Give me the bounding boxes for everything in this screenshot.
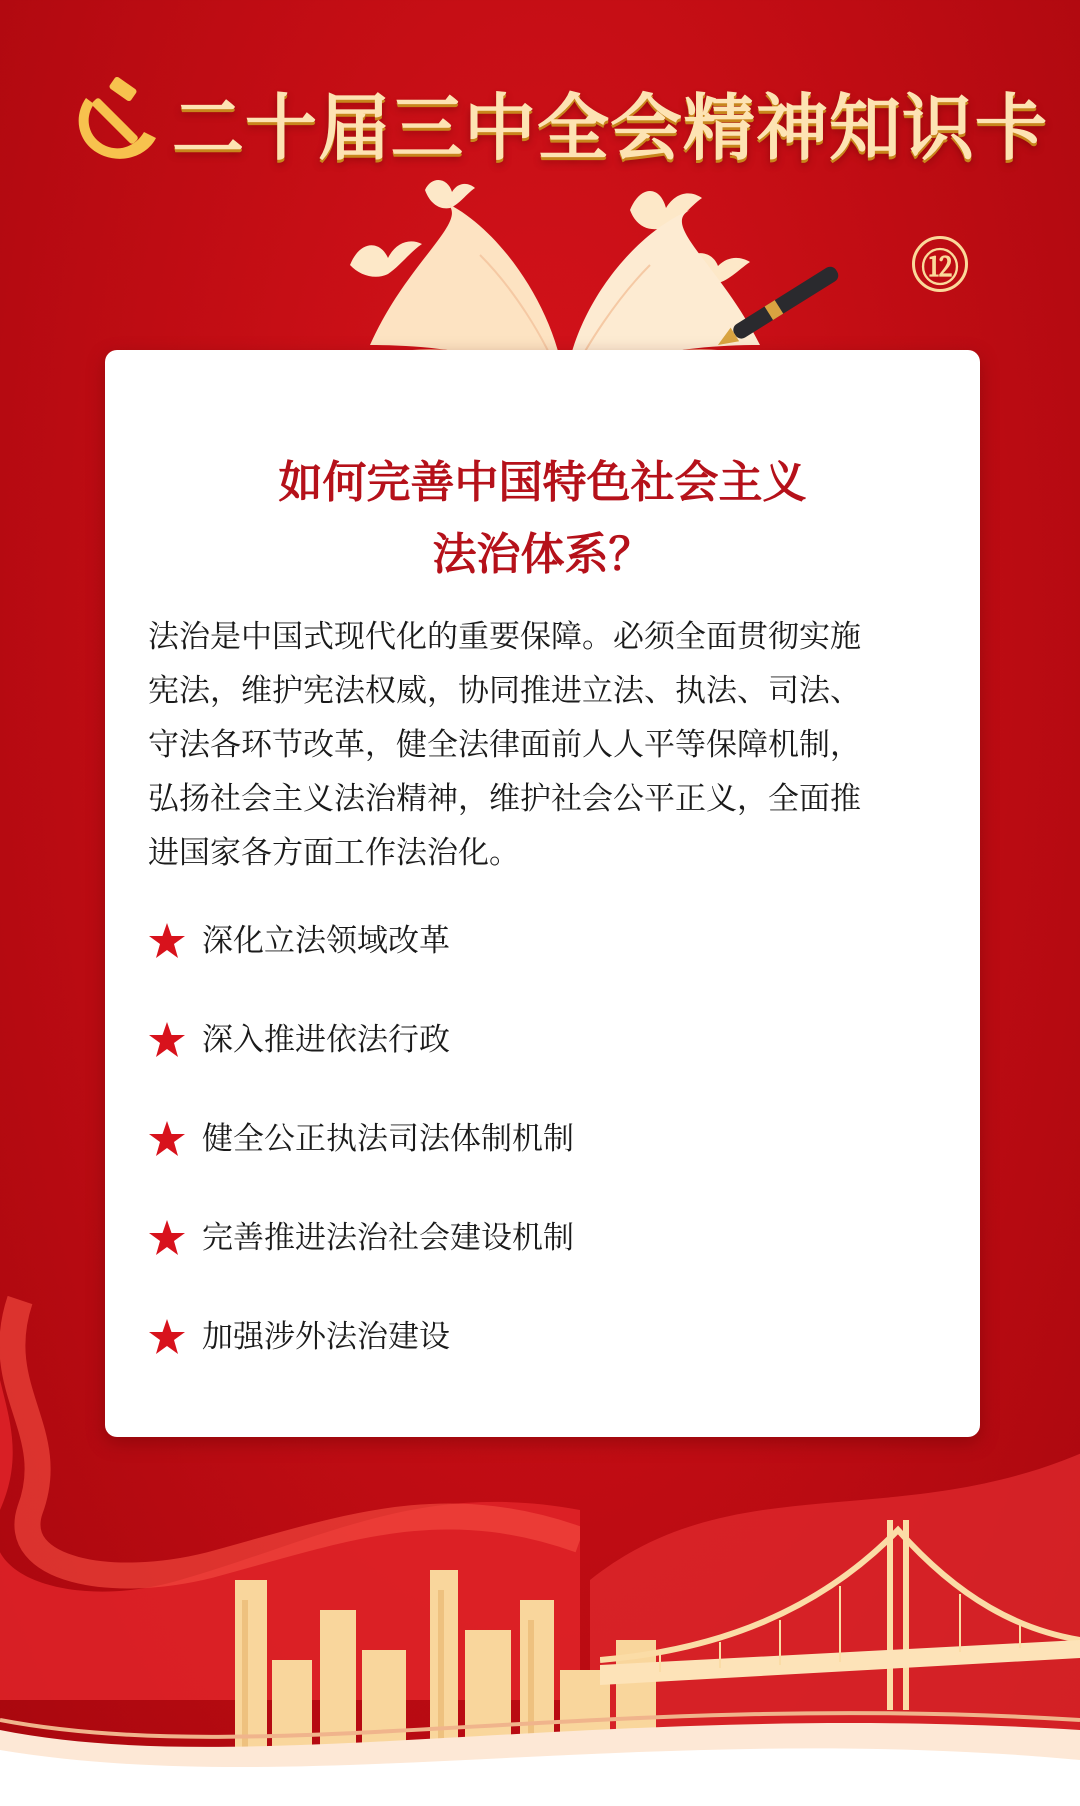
list-item-label: 加强涉外法治建设 (202, 1319, 450, 1355)
star-icon (148, 1319, 186, 1355)
star-icon (148, 1022, 186, 1058)
list-item (148, 1215, 908, 1314)
page-title: 二十届三中全会精神知识卡 (172, 86, 1049, 170)
body-paragraph (148, 610, 948, 880)
body-line: 法治是中国式现代化的重要保障。必须全面贯彻实施 (148, 619, 861, 655)
question-title (105, 447, 980, 591)
footer-wave-decoration (0, 1690, 1080, 1806)
list-item (148, 1017, 908, 1116)
star-icon (148, 1121, 186, 1157)
star-icon (148, 1220, 186, 1256)
body-line: 弘扬社会主义法治精神，维护社会公平正义，全面推 (148, 781, 861, 817)
body-line: 守法各环节改革，健全法律面前人人平等保障机制， (148, 727, 861, 763)
list-item (148, 1314, 908, 1413)
header (0, 60, 1080, 170)
fountain-pen-icon (705, 250, 875, 350)
body-line: 进国家各方面工作法治化。 (148, 835, 520, 871)
hammer-sickle-icon (64, 68, 164, 168)
question-line-2: 法治体系？ (432, 529, 653, 580)
list-item-label: 完善推进法治社会建设机制 (202, 1220, 574, 1256)
list-item (148, 918, 908, 1017)
issue-number-badge: ⑫ (912, 236, 968, 292)
body-line: 宪法，维护宪法权威，协同推进立法、执法、司法、 (148, 673, 861, 709)
question-line-1: 如何完善中国特色社会主义 (278, 457, 807, 508)
list-item-label: 深化立法领域改革 (202, 923, 450, 959)
list-item-label: 健全公正执法司法体制机制 (202, 1121, 574, 1157)
watermark: 大数跨境 (10, 1775, 99, 1800)
star-icon (148, 923, 186, 959)
list-item (148, 1116, 908, 1215)
list-item-label: 深入推进依法行政 (202, 1022, 450, 1058)
key-points-list (148, 918, 908, 1413)
